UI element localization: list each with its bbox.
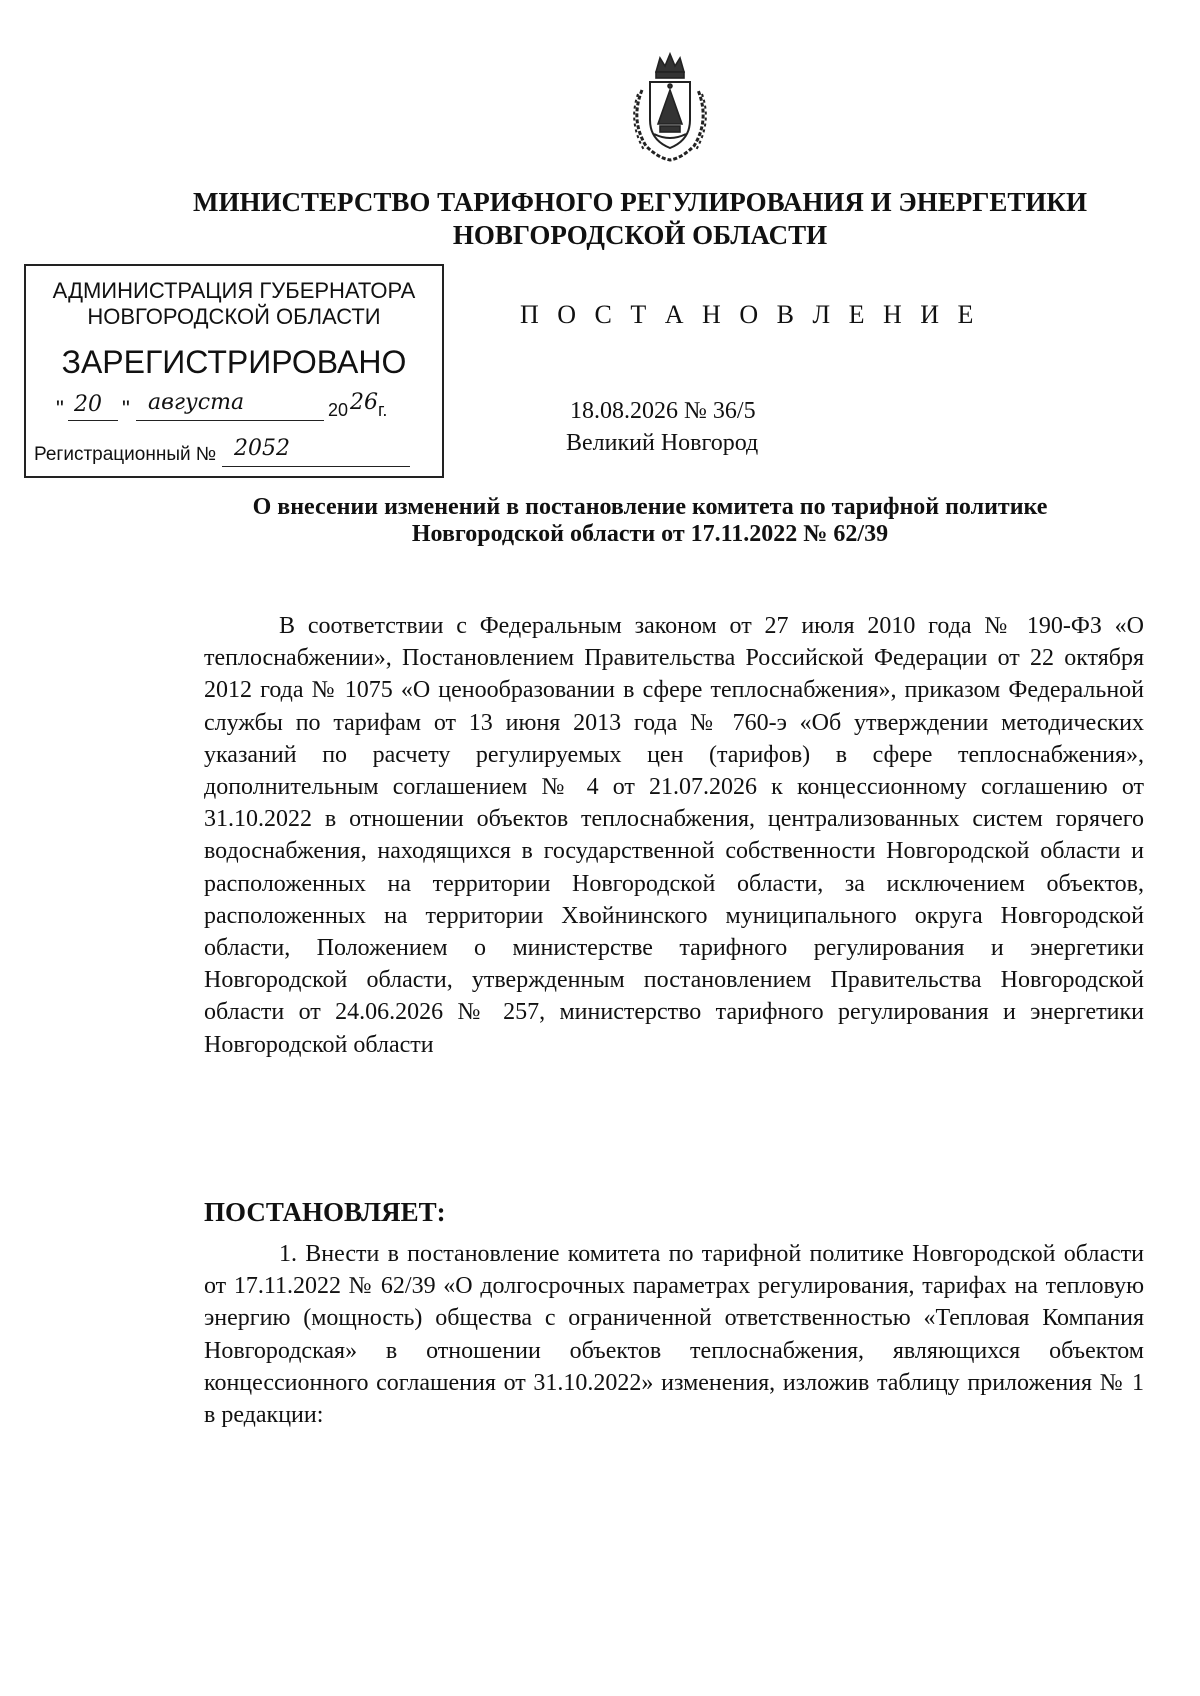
stamp-regno-value: 2052	[234, 436, 290, 461]
stamp-date-year-suffix: 26	[350, 390, 378, 415]
stamp-line1: АДМИНИСТРАЦИЯ ГУБЕРНАТОРА	[52, 278, 416, 303]
body-paragraph-main: В соответствии с Федеральным законом от 27 июля 2010 года № 190-ФЗ «О теплоснабжении», Постановлением Правительства Российской Федерации от 22 октября 2012 года № 1075 «О ценообразовании в сфере теплоснабжения», приказом Федеральной службы по тарифам от 13 июня 2013 года № 760-э «Об утверждении методических указаний по расчету регулируемых цен (тарифов) в сфере теплоснабжения», дополнительным соглашением № 4 от 21.07.2026 к концессионному соглашению от 31.10.2022 в отношении объектов теплоснабжения, централизованных систем горячего водоснабжения, находящихся в государственной собственности Новгородской области и расположенных на территории Новгородской области, за исключением объектов, расположенных на территории Хвойнинского муниципального округа Новгородской области, Положением о министерстве тарифного регулирования и энергетики Новгородской области, утвержденным постановлением Правительства Новгородской области от 24.06.2026 № 257, министерство тарифного регулирования и энергетики Новгородской области	[204, 613, 1144, 1058]
stamp-registered-label: ЗАРЕГИСТРИРОВАНО	[61, 344, 407, 380]
stamp-date-year-prefix: 20	[328, 400, 349, 420]
body-paragraph-item1: 1. Внести в постановление комитета по тарифной политике Новгородской области от 17.11.2022 № 62/39 «О долгосрочных параметрах регулирования, тарифах на тепловую энергию (мощность) общества с ограниченной ответственностью «Тепловая Компания Новгородская» в отношении объектов теплоснабжения, являющихся объектом концессионного соглашения от 31.10.2022» изменения, изложив таблицу приложения № 1 в редакции:	[204, 1241, 1144, 1429]
stamp-registration-number	[34, 436, 444, 472]
stamp-date: " 20 " августа 20 26 г.	[56, 390, 388, 421]
document-date-number: 18.08.2026 № 36/5	[570, 398, 756, 424]
ministry-heading-line2: НОВГОРОДСКОЙ ОБЛАСТИ	[452, 220, 828, 250]
stamp-date-g: г.	[378, 400, 388, 420]
ministry-heading-line1: МИНИСТЕРСТВО ТАРИФНОГО РЕГУЛИРОВАНИЯ И ЭНЕРГЕТИКИ	[193, 187, 1087, 217]
coat-of-arms-emblem	[620, 50, 720, 165]
registration-stamp	[24, 264, 444, 478]
subject-line2: Новгородской области от 17.11.2022 № 62/39	[411, 521, 889, 547]
stamp-line2: НОВГОРОДСКОЙ ОБЛАСТИ	[87, 304, 381, 329]
document-place: Великий Новгород	[566, 430, 759, 456]
stamp-date-month: августа	[148, 390, 245, 415]
subject-line1: О внесении изменений в постановление комитета по тарифной политике	[252, 494, 1048, 520]
stamp-date-day: 20	[74, 392, 102, 417]
stamp-regno-label: Регистрационный №	[34, 444, 217, 465]
decree-heading: ПОСТАНОВЛЯЕТ:	[204, 1197, 446, 1227]
document-type: П О С Т А Н О В Л Е Н И Е	[520, 300, 980, 329]
